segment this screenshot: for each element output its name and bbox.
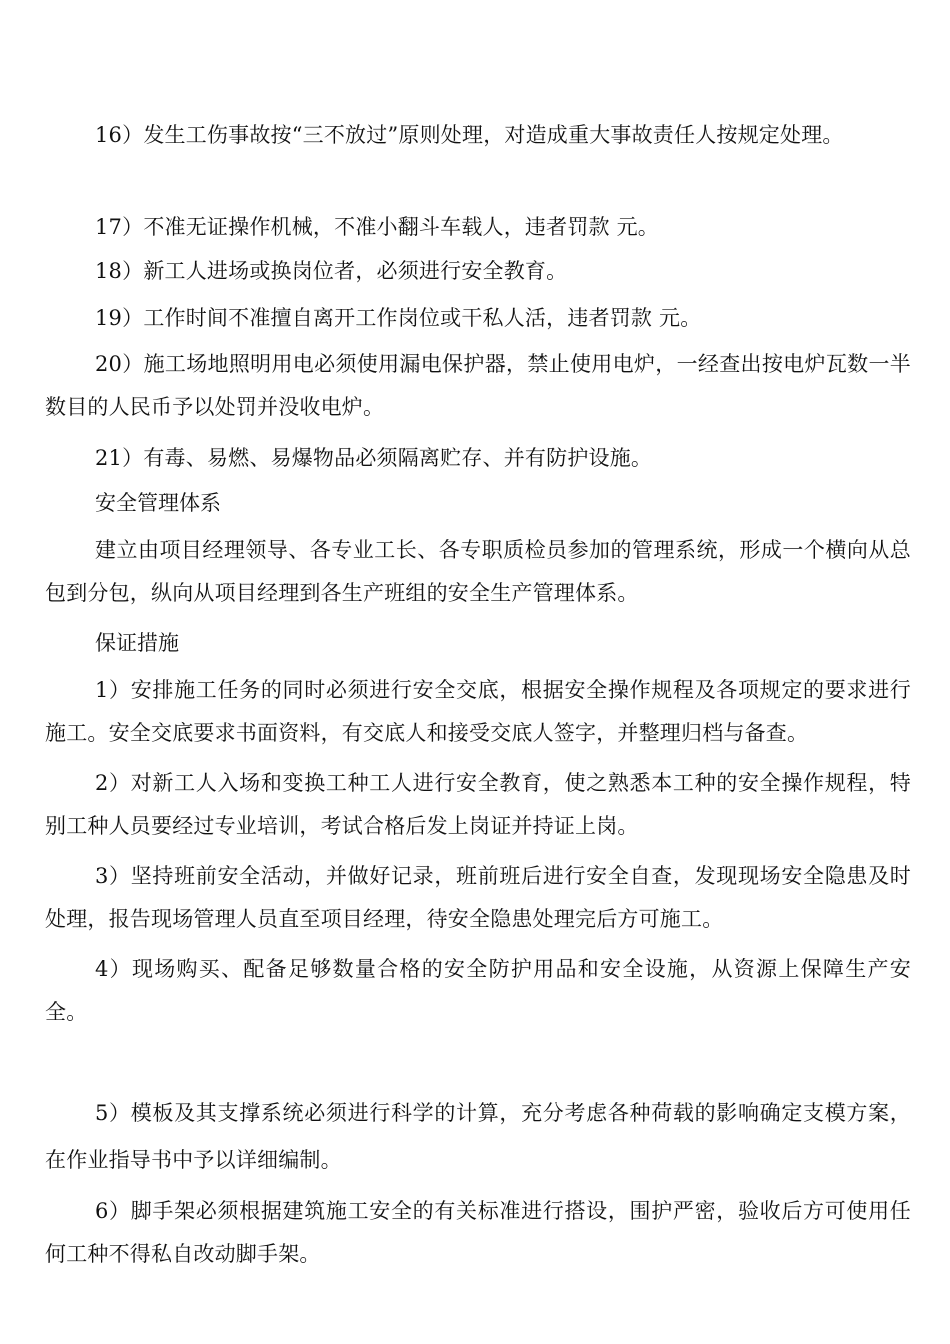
paragraph-17: 17）不准无证操作机械，不准小翻斗车载人，违者罚款 元。 — [95, 215, 659, 239]
measure-2: 2）对新工人入场和变换工种工人进行安全教育，使之熟悉本工种的安全操作规程，特别工种人员要经过专业培训，考试合格后发上岗证并持证上岗。 — [45, 771, 911, 838]
heading-safety-system: 安全管理体系 — [95, 491, 221, 515]
measure-3: 3）坚持班前安全活动，并做好记录，班前班后进行安全自查，发现现场安全隐患及时处理，报告现场管理人员直至项目经理，待安全隐患处理完后方可施工。 — [45, 864, 911, 931]
paragraph-19: 19）工作时间不准擅自离开工作岗位或干私人活，违者罚款 元。 — [95, 306, 702, 330]
measure-6: 6）脚手架必须根据建筑施工安全的有关标准进行搭设，围护严密，验收后方可使用任何工种不得私自改动脚手架。 — [45, 1199, 911, 1266]
paragraph-18: 18）新工人进场或换岗位者，必须进行安全教育。 — [95, 259, 568, 283]
measure-1: 1）安排施工任务的同时必须进行安全交底，根据安全操作规程及各项规定的要求进行施工。安全交底要求书面资料，有交底人和接受交底人签字，并整理归档与备查。 — [45, 678, 911, 745]
paragraph-safety-system: 建立由项目经理领导、各专业工长、各专职质检员参加的管理系统，形成一个横向从总包到分包，纵向从项目经理到各生产班组的安全生产管理体系。 — [45, 538, 911, 605]
paragraph-20: 20）施工场地照明用电必须使用漏电保护器，禁止使用电炉，一经查出按电炉瓦数一半数目的人民币予以处罚并没收电炉。 — [45, 352, 911, 419]
heading-measures: 保证措施 — [95, 631, 179, 655]
paragraph-21: 21）有毒、易燃、易爆物品必须隔离贮存、并有防护设施。 — [95, 446, 653, 470]
measure-5: 5）模板及其支撑系统必须进行科学的计算，充分考虑各种荷载的影响确定支模方案，在作业指导书中予以详细编制。 — [45, 1101, 911, 1172]
paragraph-16: 16）发生工伤事故按“三不放过”原则处理，对造成重大事故责任人按规定处理。 — [95, 123, 844, 147]
measure-4: 4）现场购买、配备足够数量合格的安全防护用品和安全设施，从资源上保障生产安全。 — [45, 957, 911, 1024]
